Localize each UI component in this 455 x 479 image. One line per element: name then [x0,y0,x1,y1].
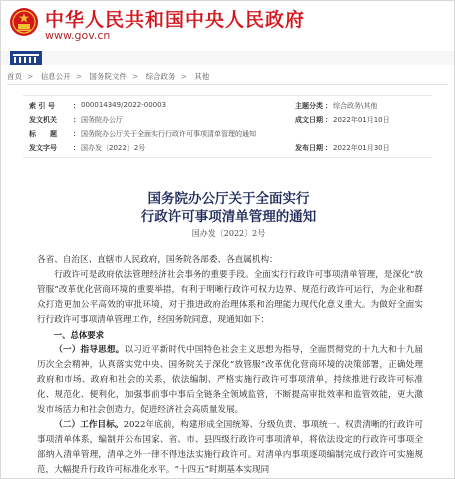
meta-row [29,129,425,143]
topic-value: 综合政务\其他 [333,102,378,110]
article-doc-number: 国办发〔2022〕2号 [191,229,266,238]
index-value: 000014349/2022-00003 [81,101,167,109]
published-date-value: 2022年01月30日 [333,144,390,152]
meta-row [29,143,425,157]
nav-band [1,51,455,65]
article-title-line-2: 行政许可事项清单管理的通知 [140,209,317,225]
breadcrumb-item-general[interactable]: 综合政务 [145,72,176,81]
written-date-value: 2022年01月10日 [333,116,390,124]
paragraph-lead: （一）指导思想。 [54,345,125,355]
salutation: 各省、自治区、直辖市人民政府，国务院各部委、各直属机构： [37,255,278,265]
breadcrumb-item-home[interactable]: 首页 [7,72,22,81]
breadcrumb-separator: > [131,72,139,81]
breadcrumb-separator: > [27,72,34,81]
index-label: 索 引 号 [29,102,55,110]
issuer-label: 发文机关 [29,116,57,124]
colon: ： [73,102,80,110]
title-value: 国务院办公厅关于全面实行行政许可事项清单管理的通知 [81,130,256,138]
paragraph-lead: （二）工作目标。 [54,420,124,430]
colon: ： [325,102,332,110]
doc-number-value: 国办发〔2022〕2号 [81,144,146,152]
breadcrumb-item-state-council-docs[interactable]: 国务院文件 [89,72,127,81]
colon: ： [73,130,80,138]
site-header [1,1,455,51]
meta-row [29,115,425,129]
topic-label: 主题分类 [295,102,323,110]
colon: ： [73,144,80,152]
breadcrumb-separator: > [75,72,82,81]
site-title[interactable]: 中华人民共和国中央人民政府 [45,9,306,31]
site-url[interactable]: www.gov.cn [45,29,111,42]
divider [7,84,448,85]
title-label: 标 题 [29,130,57,138]
building-logo-icon [9,49,43,67]
national-emblem-icon [9,7,39,37]
article-title-line-1: 国务院办公厅关于全面实行 [147,191,310,207]
colon: ： [325,144,332,152]
colon: ： [73,116,80,124]
meta-row [29,101,425,115]
divider [23,157,432,158]
issuer-value: 国务院办公厅 [81,116,123,124]
breadcrumb-separator: > [180,72,187,81]
paragraph [37,343,423,418]
breadcrumb-item-other[interactable]: 其他 [194,72,210,81]
colon: ： [325,116,332,124]
breadcrumb [7,71,209,82]
divider [23,95,432,96]
paragraph: 行政许可是政府依法管理经济社会事务的重要手段。全面实行行政许可事项清单管理，是深化“放管服”改革优化营商环境的重要举措，有利于明晰行政许可权力边界、规范行政许可运行，为企业和群众打造更加公平高效的审批环境，对于推进政府治理体系和治理能力现代化意义重大。为做好全面实行行政许可事项清单管理工作，经国务院同意，现通知如下： [37,270,423,325]
doc-number-label: 发文字号 [29,144,57,152]
published-date-label: 发布日期 [295,144,323,152]
paragraph-text: 以习近平新时代中国特色社会主义思想为指导，全面贯彻党的十九大和十九届历次全会精神，认真落实党中央、国务院关于深化“放管服”改革优化营商环境的决策部署，正确处理政府和市场、政府和社会的关系，依法编制、严格实施行政许可事项清单，持续推进行政许可标准化、规范化、便利化，加强事前事中事后全链条全领域监管，不断提高审批效率和监管效能，更大激发市场活力和社会创造力，促进经济社会高质量发展。 [37,345,423,415]
written-date-label: 成文日期 [295,116,323,124]
paragraph-text: 2022年底前，构建形成全国统筹、分级负责、事项统一、权责清晰的行政许可事项清单体系，编制并公布国家、省、市、县四级行政许可事项清单，将依法设定的行政许可事项全部纳入清单管理，清单之外一律不得违法实施行政许可。对清单内事项逐项编制完成行政许可实施规范，大幅提升行政许可标准化水平。“十四五”时期基本实现同 [37,420,423,475]
document-meta-table [29,101,425,157]
section-heading: 一、总体要求 [53,330,105,340]
paragraph [37,418,423,478]
breadcrumb-item-info[interactable]: 信息公开 [40,72,71,81]
article-body [37,253,423,478]
